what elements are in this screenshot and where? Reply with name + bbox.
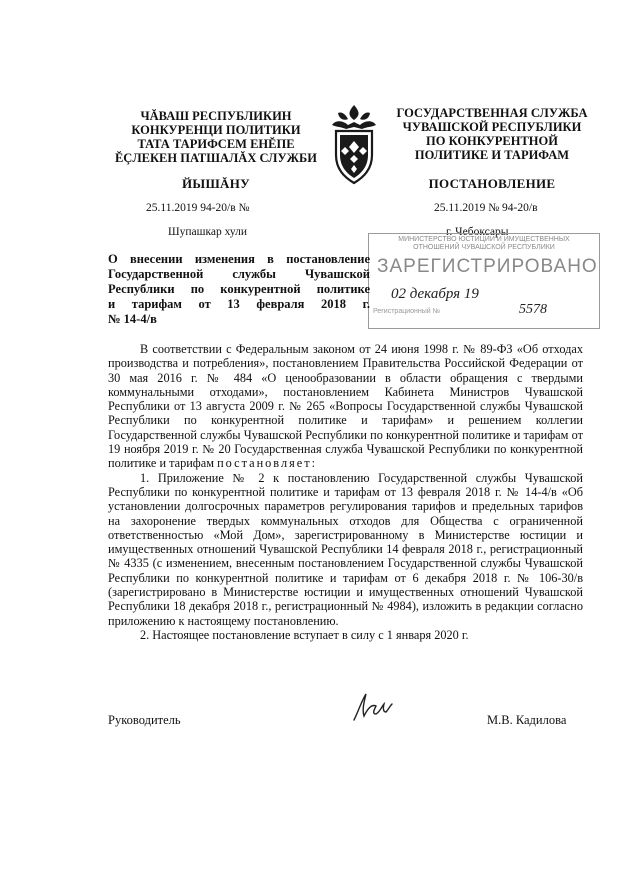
title-line: О внесении изменения в постановление <box>108 252 370 266</box>
title-line: Государственной службы Чувашской <box>108 267 370 281</box>
header-right-line: ПОЛИТИКЕ И ТАРИФАМ <box>414 148 570 162</box>
title-line: Республики по конкурентной политике <box>108 282 370 296</box>
stamp-date: 02 декабря 19 <box>391 286 479 302</box>
header-right-org <box>392 106 592 162</box>
title-line: № 14-4/в <box>108 312 157 326</box>
header-right-line: ГОСУДАРСТВЕННАЯ СЛУЖБА <box>396 106 588 120</box>
stamp-ministry-line: ОТНОШЕНИЙ ЧУВАШСКОЙ РЕСПУБЛИКИ <box>413 244 555 251</box>
preamble-text: В соответствии с Федеральным законом от 24 июня 1998 г. № 89-ФЗ «Об отходах производства и потребления», постановлением Правительства Российской Федерации от 30 мая 2016 г. № 484 «О ценообразовании в области обращения с твердыми коммунальными отходами», постановлением Кабинета Министров Чувашской Республики от 13 августа 2009 г. № 265 «Вопросы Государственной службы Чувашской Республики по конкурентной политике и тарифам» и решением коллегии Государственной службы Чувашской Республики по конкурентной политике и тарифам от 19 ноября 2019 г. № 20 Государственная служба Чувашской Республики по конкурентной политике и тарифам <box>108 342 583 471</box>
header-left-org <box>112 109 320 165</box>
stamp-ministry-line: МИНИСТЕРСТВО ЮСТИЦИИ И ИМУЩЕСТВЕННЫХ <box>398 236 570 243</box>
body-preamble <box>108 342 583 471</box>
decree-word: постановляет: <box>217 456 317 471</box>
stamp-registered-text: ЗАРЕГИСТРИРОВАНО <box>377 256 598 277</box>
header-left-line: КОНКУРЕНЦИ ПОЛИТИКИ <box>131 123 301 137</box>
body-item-2: 2. Настоящее постановление вступает в силу с 1 января 2020 г. <box>140 627 469 642</box>
header-left-line: ЧĂВАШ РЕСПУБЛИКИН <box>140 109 292 123</box>
title-line: и тарифам от 13 февраля 2018 г. <box>108 297 370 311</box>
signature-name: М.В. Кадилова <box>487 713 567 727</box>
doc-type-left: ЙЫШĂНУ <box>182 176 250 191</box>
body-item-1: 1. Приложение № 2 к постановлению Государственной службы Чувашской Республики по конкурентной политике и тарифам от 13 февраля 2018 г. № 14-4/в «Об установлении долгосрочных параметров регулирования тарифов и предельных тарифов на захоронение твердых коммунальных отходов для Общества с ограниченной ответственностью «Мой Дом», зарегистрированному в Министерстве юстиции и имущественных отношений Чувашской Республики 14 февраля 2018 г., регистрационный № 4335 (с изменением, внесенным постановлением Государственной службы Чувашской Республики по конкурентной политике и тарифам от 6 декабря 2018 г. № 106-30/в (зарегистрировано в Министерстве юстиции и имущественных отношений Чувашской Республики 18 декабря 2018 г., регистрационный № 4984), изложить в редакции согласно приложению к настоящему постановлению. <box>108 470 583 628</box>
city-left: Шупашкар хули <box>168 226 248 238</box>
header-right-line: ЧУВАШСКОЙ РЕСПУБЛИКИ <box>402 120 582 134</box>
stamp-reg-number: 5578 <box>519 302 547 317</box>
doc-type-right: ПОСТАНОВЛЕНИЕ <box>428 176 556 191</box>
document-body <box>108 342 583 642</box>
city-right: г. Чебоксары <box>446 226 509 238</box>
document-title <box>108 252 370 327</box>
header-left-line: ĔÇЛЕКЕН ПАТШАЛĂХ СЛУЖБИ <box>114 151 318 165</box>
header-right-line: ПО КОНКУРЕНТНОЙ <box>426 134 558 148</box>
date-number-right: 25.11.2019 № 94-20/в <box>434 202 538 214</box>
header-left-line: ТАТА ТАРИФСЕМ ЕНĔПЕ <box>137 137 295 151</box>
signature-position: Руководитель <box>108 713 181 727</box>
handwritten-signature-icon <box>350 690 394 724</box>
chuvash-emblem-icon <box>326 101 382 187</box>
registration-stamp <box>368 233 600 329</box>
date-number-left: 25.11.2019 94-20/в № <box>146 202 250 214</box>
stamp-reg-label: Регистрационный № <box>373 308 441 315</box>
